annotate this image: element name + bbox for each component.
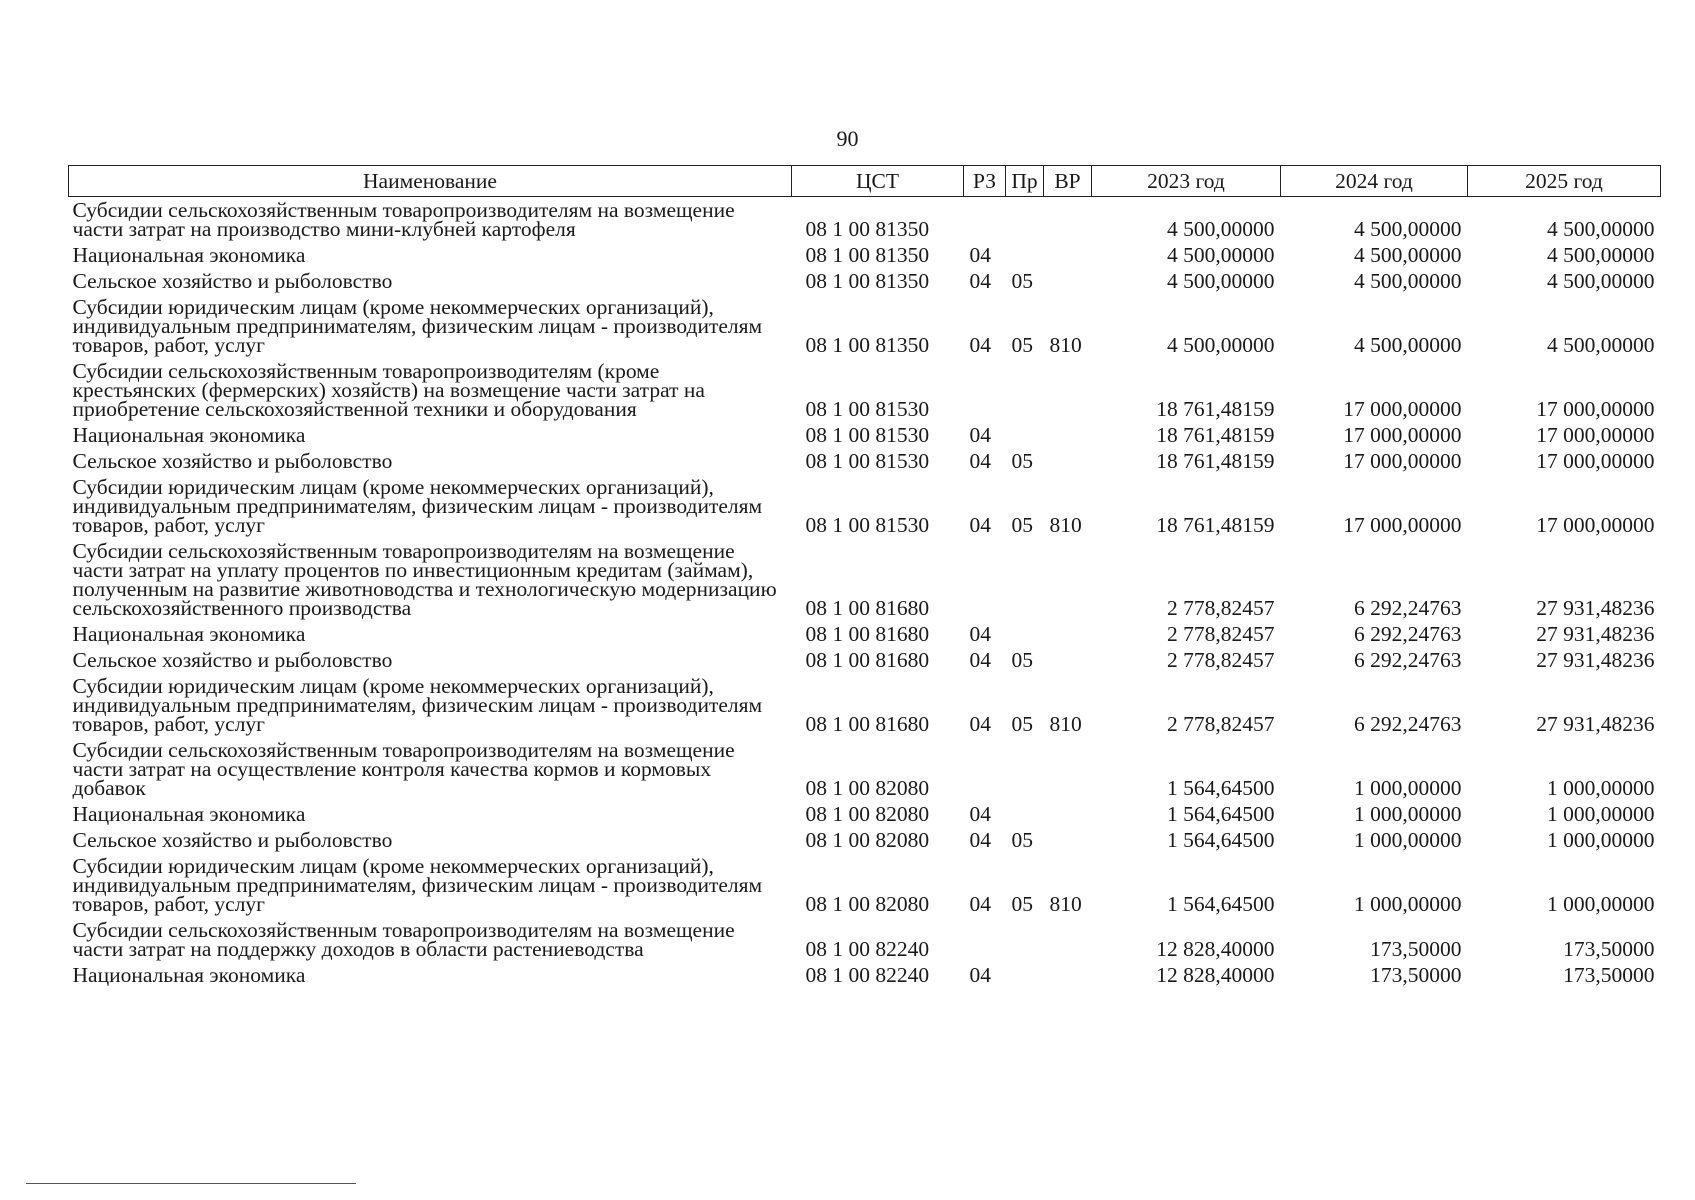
header-2023: 2023 год (1092, 166, 1281, 197)
cell-pr (1006, 358, 1044, 422)
cell-vr (1044, 801, 1092, 827)
cell-name: Сельское хозяйство и рыболовство (72, 269, 393, 293)
cell-pr: 05 (1011, 513, 1033, 537)
cell-rz: 04 (969, 449, 991, 473)
table-row (69, 538, 1661, 621)
cell-pr (1006, 242, 1044, 268)
cell-cst: 08 1 00 81530 (805, 397, 930, 421)
cell-pr: 05 (1011, 828, 1033, 852)
table-header-row (69, 166, 1661, 197)
header-rz: РЗ (964, 166, 1006, 197)
cell-name: Национальная экономика (72, 622, 306, 646)
cell-vr (1044, 448, 1092, 474)
cell-2025: 17 000,00000 (1536, 513, 1655, 537)
table-row (69, 294, 1661, 358)
cell-rz: 04 (969, 892, 991, 916)
cell-2023: 2 778,82457 (1167, 596, 1275, 620)
cell-2025: 1 000,00000 (1547, 892, 1655, 916)
cell-2023: 1 564,64500 (1167, 828, 1275, 852)
cell-name: Субсидии юридическим лицам (кроме некоммерческих организаций), индивидуальным предпринимателям, физическим лицам - производителям товаров, работ, услуг (72, 295, 763, 357)
cell-pr: 05 (1011, 449, 1033, 473)
cell-2025: 27 931,48236 (1536, 712, 1655, 736)
cell-pr: 05 (1011, 648, 1033, 672)
cell-2023: 12 828,40000 (1156, 937, 1275, 961)
cell-cst: 08 1 00 81680 (805, 622, 930, 646)
cell-name: Национальная экономика (72, 243, 306, 267)
cell-rz: 04 (969, 648, 991, 672)
cell-vr (1044, 737, 1092, 801)
table-row (69, 827, 1661, 853)
header-cst: ЦСТ (792, 166, 964, 197)
cell-2023: 12 828,40000 (1156, 963, 1275, 987)
cell-cst: 08 1 00 81530 (805, 513, 930, 537)
cell-name: Национальная экономика (72, 963, 306, 987)
cell-pr (1006, 917, 1044, 962)
table-row (69, 801, 1661, 827)
cell-2025: 4 500,00000 (1547, 243, 1655, 267)
table-row (69, 962, 1661, 988)
cell-cst: 08 1 00 82080 (805, 828, 930, 852)
table-row (69, 242, 1661, 268)
cell-2023: 18 761,48159 (1156, 513, 1275, 537)
cell-2025: 1 000,00000 (1547, 828, 1655, 852)
cell-2024: 17 000,00000 (1343, 397, 1462, 421)
cell-pr: 05 (1011, 269, 1033, 293)
table-row (69, 422, 1661, 448)
cell-2025: 4 500,00000 (1547, 217, 1655, 241)
cell-name: Субсидии сельскохозяйственным товаропроизводителям на возмещение части затрат на производство мини-клубней картофеля (72, 198, 735, 241)
cell-cst: 08 1 00 81680 (805, 648, 930, 672)
cell-cst: 08 1 00 81350 (805, 217, 930, 241)
cell-cst: 08 1 00 82240 (805, 963, 930, 987)
cell-cst: 08 1 00 81680 (805, 712, 930, 736)
cell-2024: 17 000,00000 (1343, 423, 1462, 447)
cell-2024: 4 500,00000 (1354, 243, 1462, 267)
table-row (69, 647, 1661, 673)
cell-2024: 4 500,00000 (1354, 269, 1462, 293)
page-number: 90 (836, 126, 859, 151)
cell-2024: 1 000,00000 (1354, 892, 1462, 916)
cell-2024: 4 500,00000 (1354, 217, 1462, 241)
cell-name: Национальная экономика (72, 802, 306, 826)
cell-2025: 27 931,48236 (1536, 596, 1655, 620)
cell-2024: 1 000,00000 (1354, 776, 1462, 800)
cell-pr (1006, 621, 1044, 647)
cell-name: Сельское хозяйство и рыболовство (72, 828, 393, 852)
cell-vr: 810 (1049, 892, 1082, 916)
cell-pr: 05 (1011, 712, 1033, 736)
cell-cst: 08 1 00 82080 (805, 776, 930, 800)
cell-2025: 4 500,00000 (1547, 269, 1655, 293)
cell-2024: 173,50000 (1370, 937, 1462, 961)
footer-rule (26, 1183, 356, 1184)
cell-rz: 04 (969, 513, 991, 537)
cell-vr (1044, 422, 1092, 448)
cell-rz: 04 (969, 243, 991, 267)
cell-2024: 4 500,00000 (1354, 333, 1462, 357)
cell-vr: 810 (1049, 712, 1082, 736)
cell-2023: 4 500,00000 (1167, 217, 1275, 241)
cell-cst: 08 1 00 82080 (805, 802, 930, 826)
cell-2023: 4 500,00000 (1167, 333, 1275, 357)
cell-rz: 04 (969, 423, 991, 447)
cell-vr (1044, 917, 1092, 962)
cell-2023: 1 564,64500 (1167, 776, 1275, 800)
cell-2025: 4 500,00000 (1547, 333, 1655, 357)
cell-rz: 04 (969, 712, 991, 736)
table-row (69, 448, 1661, 474)
cell-vr (1044, 621, 1092, 647)
cell-vr (1044, 538, 1092, 621)
cell-2023: 2 778,82457 (1167, 622, 1275, 646)
cell-vr (1044, 358, 1092, 422)
cell-2024: 6 292,24763 (1354, 622, 1462, 646)
cell-name: Сельское хозяйство и рыболовство (72, 449, 393, 473)
cell-pr: 05 (1011, 892, 1033, 916)
cell-2024: 6 292,24763 (1354, 648, 1462, 672)
cell-2023: 4 500,00000 (1167, 269, 1275, 293)
cell-name: Субсидии юридическим лицам (кроме некоммерческих организаций), индивидуальным предпринимателям, физическим лицам - производителям товаров, работ, услуг (72, 475, 763, 537)
cell-vr: 810 (1049, 513, 1082, 537)
cell-vr (1044, 962, 1092, 988)
cell-2025: 173,50000 (1563, 937, 1655, 961)
cell-2023: 1 564,64500 (1167, 802, 1275, 826)
cell-2025: 173,50000 (1563, 963, 1655, 987)
header-pr: Пр (1006, 166, 1044, 197)
cell-vr (1044, 827, 1092, 853)
cell-2024: 173,50000 (1370, 963, 1462, 987)
header-2024: 2024 год (1281, 166, 1468, 197)
cell-pr (1006, 422, 1044, 448)
cell-cst: 08 1 00 81350 (805, 333, 930, 357)
table-row (69, 673, 1661, 737)
cell-2023: 4 500,00000 (1167, 243, 1275, 267)
cell-pr (1006, 962, 1044, 988)
cell-2024: 6 292,24763 (1354, 596, 1462, 620)
cell-2023: 2 778,82457 (1167, 648, 1275, 672)
cell-cst: 08 1 00 81530 (805, 423, 930, 447)
cell-pr: 05 (1011, 333, 1033, 357)
cell-name: Субсидии сельскохозяйственным товаропроизводителям (кроме крестьянских (фермерских) хозяйств) на возмещение части затрат на приобретение сельскохозяйственной техники и оборудования (72, 359, 705, 421)
header-vr: ВР (1044, 166, 1092, 197)
cell-pr (1006, 737, 1044, 801)
cell-2024: 17 000,00000 (1343, 513, 1462, 537)
cell-2023: 18 761,48159 (1156, 423, 1275, 447)
cell-cst: 08 1 00 81350 (805, 269, 930, 293)
cell-2025: 27 931,48236 (1536, 648, 1655, 672)
cell-rz (964, 197, 1006, 243)
cell-rz: 04 (969, 963, 991, 987)
header-2025: 2025 год (1468, 166, 1661, 197)
cell-2025: 1 000,00000 (1547, 802, 1655, 826)
table-body (69, 197, 1661, 989)
table-row (69, 853, 1661, 917)
cell-rz: 04 (969, 333, 991, 357)
cell-cst: 08 1 00 82240 (805, 937, 930, 961)
cell-2025: 17 000,00000 (1536, 449, 1655, 473)
cell-vr (1044, 647, 1092, 673)
cell-pr (1006, 801, 1044, 827)
table-row (69, 268, 1661, 294)
cell-2024: 1 000,00000 (1354, 828, 1462, 852)
cell-vr (1044, 268, 1092, 294)
cell-name: Национальная экономика (72, 423, 306, 447)
table-row (69, 737, 1661, 801)
cell-name: Субсидии сельскохозяйственным товаропроизводителям на возмещение части затрат на поддержку доходов в области растениеводства (72, 918, 735, 961)
table-row (69, 358, 1661, 422)
cell-2024: 1 000,00000 (1354, 802, 1462, 826)
table-row (69, 474, 1661, 538)
cell-rz (964, 358, 1006, 422)
table-row (69, 917, 1661, 962)
cell-cst: 08 1 00 81350 (805, 243, 930, 267)
cell-rz: 04 (969, 269, 991, 293)
table-row (69, 197, 1661, 243)
cell-2024: 6 292,24763 (1354, 712, 1462, 736)
cell-2023: 1 564,64500 (1167, 892, 1275, 916)
cell-vr: 810 (1049, 333, 1082, 357)
budget-table (68, 165, 1661, 988)
cell-2023: 18 761,48159 (1156, 449, 1275, 473)
table-row (69, 621, 1661, 647)
header-name: Наименование (69, 166, 792, 197)
cell-name: Субсидии сельскохозяйственным товаропроизводителям на возмещение части затрат на уплату процентов по инвестиционным кредитам (займам), полученным на развитие животноводства и технологическую модернизацию сельскохозяйственного производства (72, 539, 777, 620)
cell-name: Субсидии юридическим лицам (кроме некоммерческих организаций), индивидуальным предпринимателям, физическим лицам - производителям товаров, работ, услуг (72, 854, 763, 916)
cell-rz (964, 917, 1006, 962)
cell-rz (964, 737, 1006, 801)
cell-cst: 08 1 00 82080 (805, 892, 930, 916)
cell-2024: 17 000,00000 (1343, 449, 1462, 473)
cell-2023: 18 761,48159 (1156, 397, 1275, 421)
cell-name: Субсидии сельскохозяйственным товаропроизводителям на возмещение части затрат на осуществление контроля качества кормов и кормовых добавок (72, 738, 735, 800)
cell-2023: 2 778,82457 (1167, 712, 1275, 736)
cell-cst: 08 1 00 81530 (805, 449, 930, 473)
cell-cst: 08 1 00 81680 (805, 596, 930, 620)
cell-2025: 1 000,00000 (1547, 776, 1655, 800)
cell-rz: 04 (969, 828, 991, 852)
cell-2025: 17 000,00000 (1536, 397, 1655, 421)
cell-2025: 27 931,48236 (1536, 622, 1655, 646)
cell-pr (1006, 197, 1044, 243)
cell-vr (1044, 197, 1092, 243)
cell-name: Сельское хозяйство и рыболовство (72, 648, 393, 672)
cell-rz: 04 (969, 802, 991, 826)
cell-2025: 17 000,00000 (1536, 423, 1655, 447)
cell-rz: 04 (969, 622, 991, 646)
cell-pr (1006, 538, 1044, 621)
cell-rz (964, 538, 1006, 621)
cell-vr (1044, 242, 1092, 268)
cell-name: Субсидии юридическим лицам (кроме некоммерческих организаций), индивидуальным предпринимателям, физическим лицам - производителям товаров, работ, услуг (72, 674, 763, 736)
